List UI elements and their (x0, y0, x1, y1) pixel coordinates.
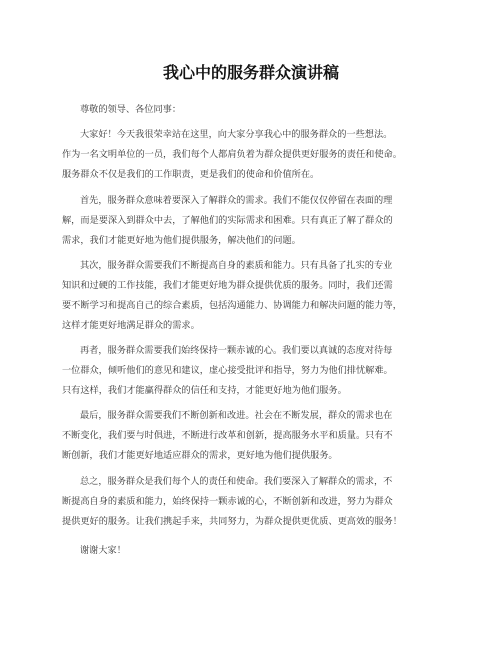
paragraph-line: 断提高自身的素质和能力，始终保持一颗赤诚的心，不断创新和改进，努力为群众 (62, 496, 393, 507)
paragraph-line: 断创新，我们才能更好地适应群众的需求，更好地为他们提供服务。 (62, 450, 338, 461)
paragraph-line: 服务群众不仅是我们的工作职责，更是我们的使命和价值所在。 (62, 169, 320, 180)
closing-text: 谢谢大家！ (80, 545, 126, 556)
paragraph-summary (62, 472, 442, 532)
paragraph-line: 首先，服务群众意味着要深入了解群众的需求。我们不能仅仅停留在表面的理 (80, 195, 393, 206)
paragraph-line: 这样才能更好地满足群众的需求。 (62, 320, 200, 331)
paragraph-second-point (62, 256, 442, 336)
paragraph-line: 再者，服务群众需要我们始终保持一颗赤诚的心。我们要以真诚的态度对待每 (80, 345, 393, 356)
paragraph-line: 总之，服务群众是我们每个人的责任和使命。我们要深入了解群众的需求，不 (80, 476, 393, 487)
paragraph-line: 不断变化，我们要与时俱进，不断进行改革和创新，提高服务水平和质量。只有不 (62, 430, 393, 441)
paragraph-third-point (62, 341, 442, 401)
paragraph-intro (62, 125, 442, 185)
document-title: 我心中的服务群众演讲稿 (162, 63, 339, 82)
paragraph-line: 作为一名文明单位的一员，我们每个人都肩负着为群众提供更好服务的责任和使命。 (62, 149, 402, 160)
greeting-text: 尊敬的领导、各位同事： (80, 104, 182, 115)
paragraph-line: 只有这样，我们才能赢得群众的信任和支持，才能更好地为他们服务。 (62, 385, 347, 396)
paragraph-line: 知识和过硬的工作技能，我们才能更好地为群众提供优质的服务。同时，我们还需 (62, 280, 393, 291)
paragraph-first-point (62, 191, 442, 251)
paragraph-line: 需求，我们才能更好地为他们提供服务，解决他们的问题。 (62, 235, 301, 246)
paragraph-line: 其次，服务群众需要我们不断提高自身的素质和能力。只有具备了扎实的专业 (80, 260, 393, 271)
paragraph-line: 最后，服务群众需要我们不断创新和改进。社会在不断发展，群众的需求也在 (80, 410, 393, 421)
paragraph-line: 一位群众，倾听他们的意见和建议，虚心接受批评和指导，努力为他们排忧解难。 (62, 365, 393, 376)
paragraph-line: 大家好！今天我很荣幸站在这里，向大家分享我心中的服务群众的一些想法。 (80, 129, 393, 140)
paragraph-line: 提供更好的服务。让我们携起手来，共同努力，为群众提供更优质、更高效的服务！ (62, 516, 402, 527)
paragraph-line: 要不断学习和提高自己的综合素质，包括沟通能力、协调能力和解决问题的能力等， (62, 300, 402, 311)
paragraph-fourth-point (62, 406, 442, 466)
paragraph-line: 解，而是要深入到群众中去，了解他们的实际需求和困难。只有真正了解了群众的 (62, 215, 393, 226)
